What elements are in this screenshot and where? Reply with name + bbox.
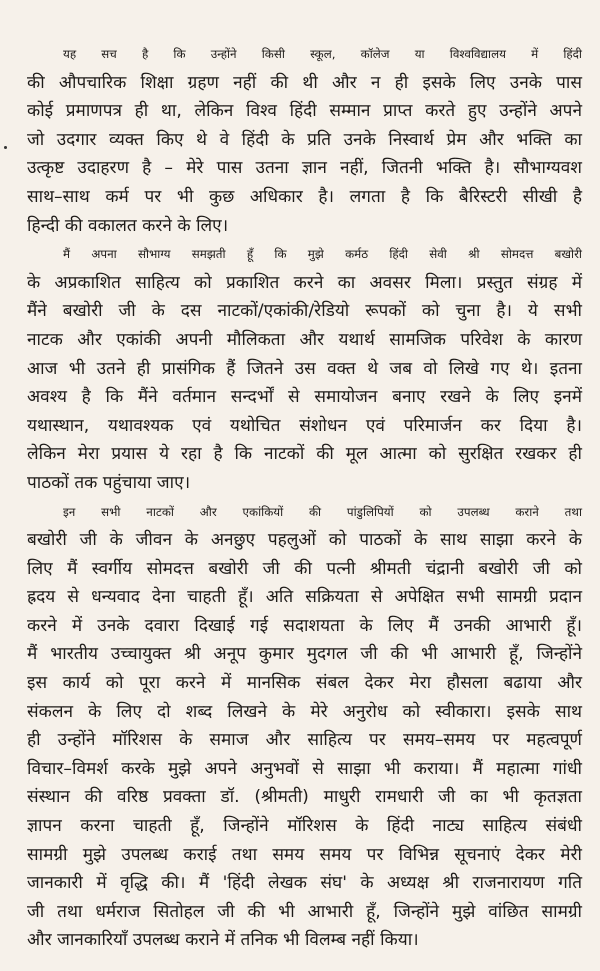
text-line: उत्कृष्ट उदाहरण है – मेरे पास उतना ज्ञान नहीं, जितनी भक्ति है। सौभाग्यवश — [27, 158, 582, 179]
text-line: लेकिन मेरा प्रयास ये रहा है कि नाटकों की मूल आत्मा को सुरक्षित रखकर ही — [27, 444, 582, 465]
text-line: लिए मैं स्वर्गीय सोमदत्त बखोरी जी की पत्नी श्रीमती चंद्रानी बखोरी जी को — [27, 558, 583, 579]
text-line: के अप्रकाशित साहित्य को प्रकाशित करने का अवसर मिला। प्रस्तुत संग्रह में — [27, 272, 582, 293]
text-line: करने में उनके दवारा दिखाई गई सदाशयता के लिए मैं उनकी आभारी हूँ। — [27, 615, 582, 636]
text-line: इन सभी नाटकों और एकांकियों की पांडुलिपियों को उपलब्ध कराने तथा — [63, 504, 582, 519]
text-line: साथ–साथ कर्म पर भी कुछ अधिकार है। लगता है कि बैरिस्टरी सीखी है — [27, 186, 582, 207]
text-line: यथास्थान, यथावश्यक एवं यथोचित संशोधन एवं परिमार्जन कर दिया है। — [27, 415, 582, 436]
text-line: पाठकों तक पहुंचाया जाए। — [27, 472, 191, 493]
paragraph-2 — [27, 240, 582, 497]
text-line: इस कार्य को पूरा करने में मानसिक संबल देकर मेरा हौसला बढाया और — [27, 673, 582, 694]
text-line: ह्रदय से धन्यवाद देना चाहती हूँ। अति सक्रियता से अपेक्षित सभी सामग्री प्रदान — [27, 587, 582, 608]
text-line: संस्थान की वरिष्ठ प्रवक्ता डॉ. (श्रीमती) माधुरी रामधारी जी का भी कृतज्ञता — [27, 787, 582, 808]
text-line: हिन्दी की वकालत करने के लिए। — [27, 215, 229, 236]
text-line: जी तथा धर्मराज सितोहल जी की भी आभारी हूँ, जिन्होंने मुझे वांछित सामग्री — [27, 901, 582, 922]
text-line: बखोरी जी के जीवन के अनछुए पहलुओं को पाठकों के साथ साझा करने के — [27, 530, 582, 551]
text-line: संकलन के लिए दो शब्द लिखने के मेरे अनुरोध को स्वीकारा। इसके साथ — [27, 701, 582, 722]
text-line: मैं अपना सौभाग्य समझती हूँ कि मुझे कर्मठ हिंदी सेवी श्री सोमदत्त बखोरी — [63, 247, 582, 262]
text-line: अवश्य है कि मैंने वर्तमान सन्दर्भों से समायोजन बनाए रखने के लिए इनमें — [27, 387, 582, 408]
text-line: की औपचारिक शिक्षा ग्रहण नहीं की थी और न ही इसके लिए उनके पास — [27, 72, 582, 93]
text-line: मैं भारतीय उच्चायुक्त श्री अनूप कुमार मुदगल जी की भी आभारी हूँ, जिन्होंने — [27, 644, 582, 665]
text-line: यह सच है कि उन्होंने किसी स्कूल, कॉलेज या विश्वविद्यालय में हिंदी — [63, 47, 582, 61]
text-line: मैंने बखोरी जी के दस नाटकों/एकांकी/रेडियो रूपकों को चुना है। ये सभी — [27, 301, 582, 322]
text-line: जो उदगार व्यक्त किए थे वे हिंदी के प्रति उनके निस्वार्थ प्रेम और भक्ति का — [27, 129, 582, 150]
text-line: कोई प्रमाणपत्र ही था, लेकिन विश्व हिंदी सम्मान प्राप्त करते हुए उन्होंने अपने — [27, 101, 582, 122]
text-line: जानकारी में वृद्धि की। मैं 'हिंदी लेखक संघ' के अध्यक्ष श्री राजनारायण गति — [27, 873, 582, 894]
paragraph-1 — [27, 40, 582, 240]
text-line: सामग्री मुझे उपलब्ध कराई तथा समय समय पर विभिन्न सूचनाएं देकर मेरी — [27, 844, 582, 865]
text-line: आज भी उतने ही प्रासंगिक हैं जितने उस वक्त थे जब वो लिखे गए थे। इतना — [27, 358, 582, 379]
margin-dot — [4, 146, 7, 149]
text-line: ज्ञापन करना चाहती हूँ, जिन्होंने मॉरिशस के हिंदी नाट्य साहित्य संबंधी — [27, 816, 582, 837]
text-line: विचार–विमर्श करके मुझे अपने अनुभवों से साझा भी कराया। मैं महात्मा गांधी — [27, 758, 582, 779]
paragraph-3 — [27, 498, 582, 956]
text-line: नाटक और एकांकी अपनी मौलिकता और यथार्थ सामजिक परिवेश के कारण — [27, 329, 582, 350]
text-line: और जानकारियाँ उपलब्ध कराने में तनिक भी विलम्ब नहीं किया। — [27, 930, 419, 951]
text-line: ही उन्होंने मॉरिशस के समाज और साहित्य पर समय–समय पर महत्वपूर्ण — [27, 730, 582, 751]
